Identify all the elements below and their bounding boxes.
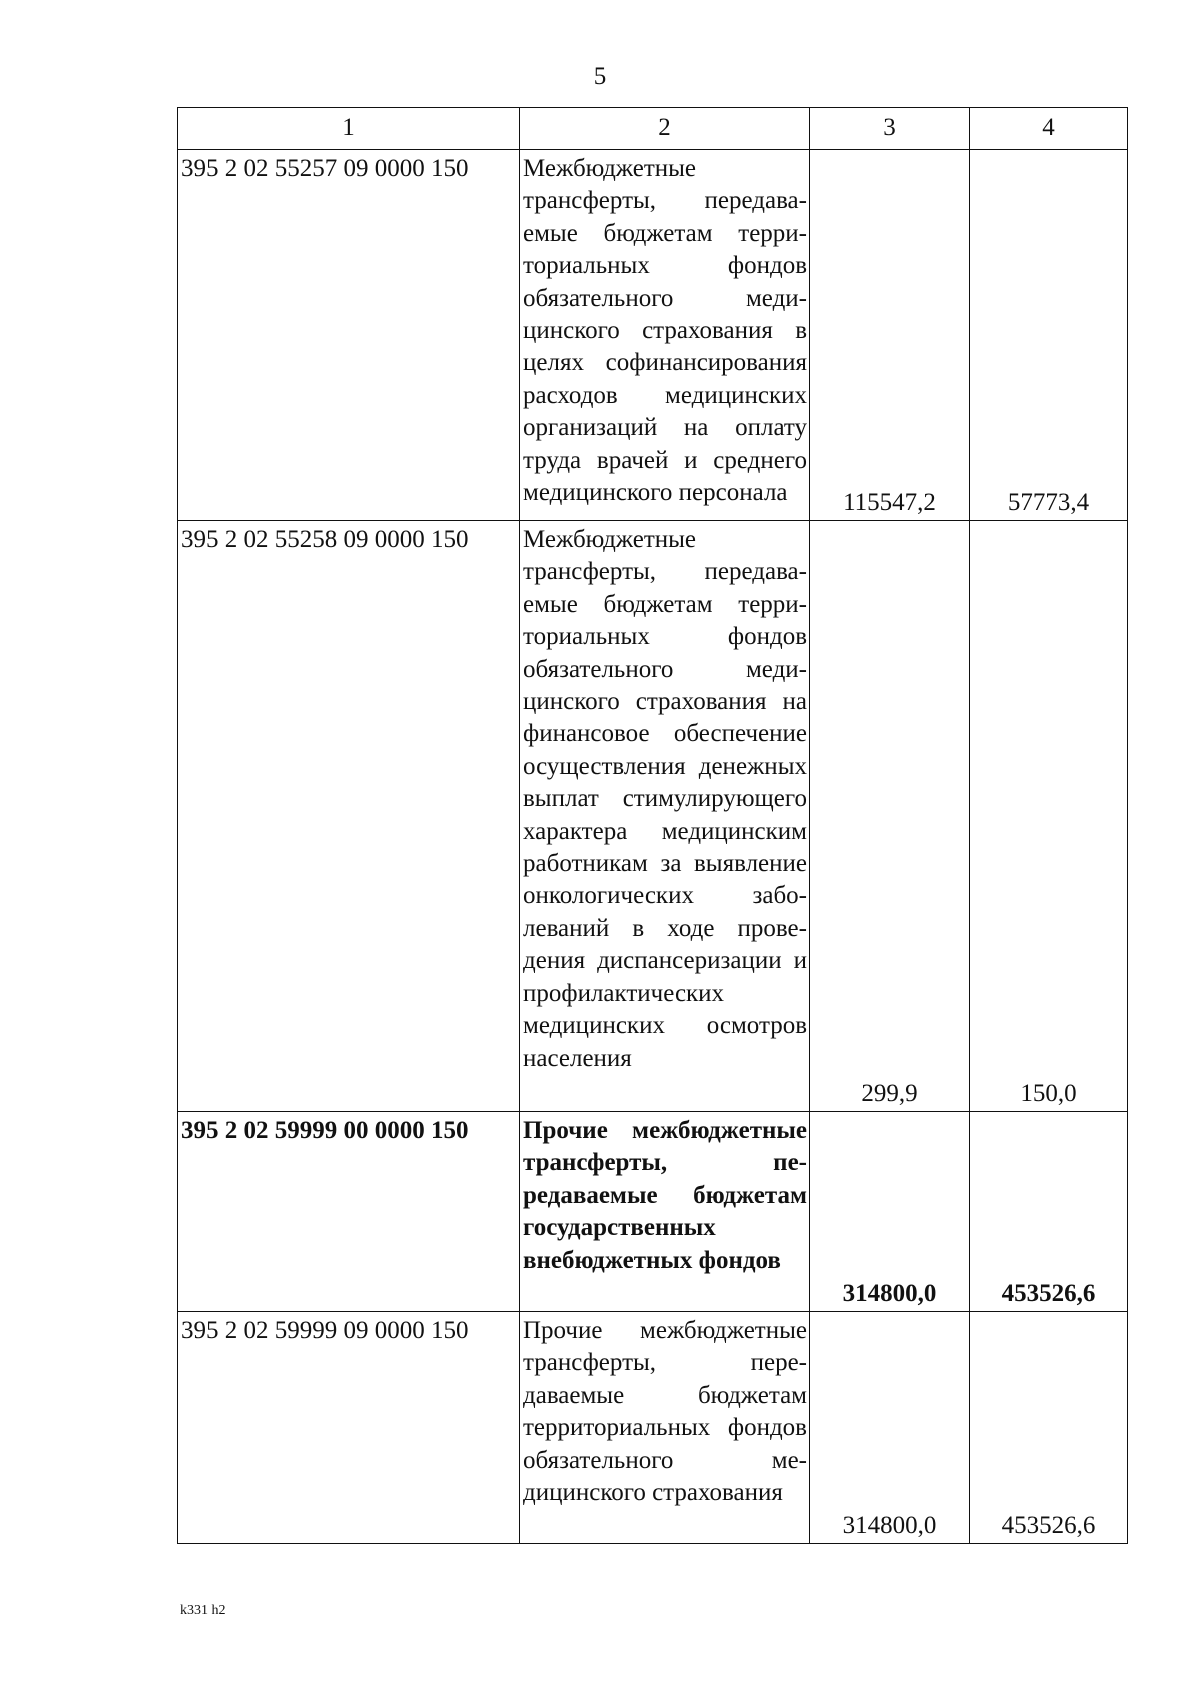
row-value-col4: 453526,6: [970, 1312, 1128, 1544]
table-row: [178, 521, 1128, 1112]
header-col-1: 1: [178, 108, 520, 150]
header-col-3: 3: [810, 108, 970, 150]
row-value-col3: 314800,0: [810, 1112, 970, 1312]
table-row: [178, 1312, 1128, 1544]
header-col-2: 2: [520, 108, 810, 150]
row-name: Прочие межбюджетные трансферты, передаваемые бюджетам территориальных фондов обязательного медицинского страхования: [520, 1312, 810, 1544]
footer-document-code: k331 h2: [180, 1603, 226, 1618]
row-name: Межбюджетные трансферты, передаваемые бюджетам территориальных фондов обязательного медицинского страхования в целях софинансирования расходов медицинских организаций на оплату труда врачей и среднего медицинского персонала: [520, 150, 810, 521]
row-value-col3: 115547,2: [810, 150, 970, 521]
row-code: 395 2 02 59999 09 0000 150: [178, 1312, 520, 1544]
row-value-col3: 299,9: [810, 521, 970, 1112]
row-code: 395 2 02 55258 09 0000 150: [178, 521, 520, 1112]
row-value-col4: 57773,4: [970, 150, 1128, 521]
row-name: Межбюджетные трансферты, передаваемые бюджетам территориальных фондов обязательного медицинского страхования на финансовое обеспечение осуществления денежных выплат стимулирующего характера медицинским работникам за выявление онкологических заболеваний в ходе проведения диспансеризации и профилактических медицинских осмотров населения: [520, 521, 810, 1112]
row-value-col4: 453526,6: [970, 1112, 1128, 1312]
row-value-col4: 150,0: [970, 521, 1128, 1112]
header-col-4: 4: [970, 108, 1128, 150]
row-code: 395 2 02 59999 00 0000 150: [178, 1112, 520, 1312]
table-header-row: [178, 108, 1128, 150]
row-code: 395 2 02 55257 09 0000 150: [178, 150, 520, 521]
budget-table: [177, 107, 1128, 1544]
table-row-total: [178, 1112, 1128, 1312]
row-name: Прочие межбюджетные трансферты, передаваемые бюджетам государственных внебюджетных фондов: [520, 1112, 810, 1312]
table-row: [178, 150, 1128, 521]
page-number: 5: [593, 63, 607, 90]
row-value-col3: 314800,0: [810, 1312, 970, 1544]
